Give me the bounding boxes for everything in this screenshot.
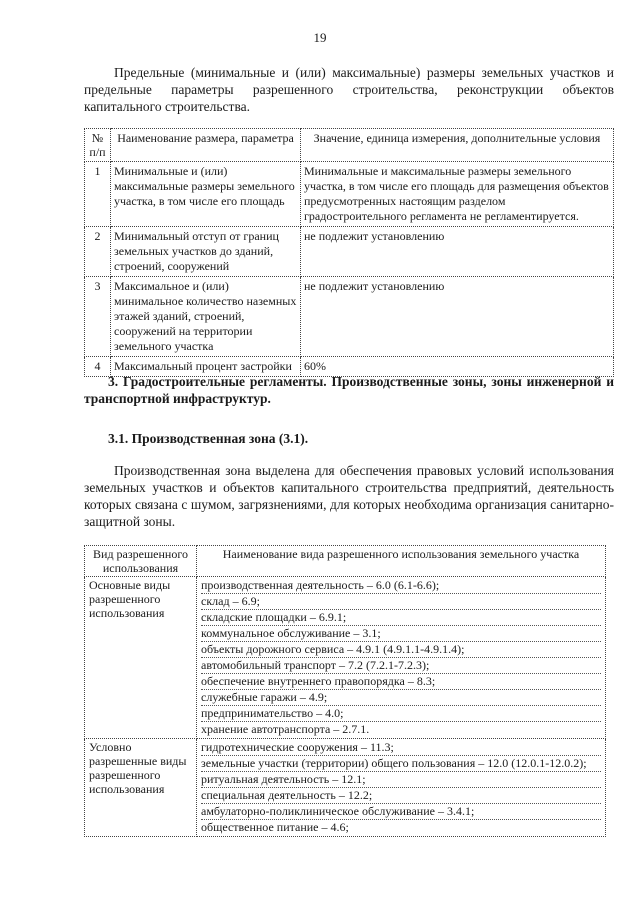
header-number: № п/п [85,129,111,162]
permitted-uses-table [84,545,606,837]
row-number: 4 [85,357,111,377]
section-3-heading: 3. Градостроительные регламенты. Производственные зоны, зоны инженерной и транспортной инфраструктур. [84,374,614,406]
list-item: гидротехнические сооружения – 11.3; [201,740,601,756]
list-item: земельные участки (территории) общего пользования – 12.0 (12.0.1-12.0.2); [201,756,601,772]
header-parameter-name: Наименование размера, параметра [111,129,301,162]
section-3-1-heading: 3.1. Производственная зона (3.1). [108,431,309,446]
row-value: не подлежит установлению [301,227,614,277]
intro-paragraph [84,64,614,115]
list-item: амбулаторно-поликлиническое обслуживание – 3.4.1; [201,804,601,820]
table-row [85,739,606,837]
list-item: коммунальное обслуживание – 3.1; [201,626,601,642]
use-list [201,740,601,835]
table-row [85,277,614,357]
use-list-cell [197,739,606,837]
list-item: хранение автотранспорта – 2.7.1. [201,722,370,736]
list-item: складские площадки – 6.9.1; [201,610,601,626]
row-value: 60% [301,357,614,377]
table-row [85,162,614,227]
list-item: обеспечение внутреннего правопорядка – 8.3; [201,674,601,690]
row-number: 3 [85,277,111,357]
intro-text: Предельные (минимальные и (или) максимальные) размеры земельных участков и предельные параметры разрешенного строительства, реконструкции объектов капитального строительства. [84,65,614,114]
list-item: объекты дорожного сервиса – 4.9.1 (4.9.1.1-4.9.1.4); [201,642,601,658]
header-value: Значение, единица измерения, дополнительные условия [301,129,614,162]
parameters-header-row [85,129,614,162]
row-parameter-name: Минимальные и (или) максимальные размеры земельного участка, в том числе его площадь [111,162,301,227]
header-use-name: Наименование вида разрешенного использования земельного участка [197,546,606,577]
row-parameter-name: Минимальный отступ от границ земельных участков до зданий, строений, сооружений [111,227,301,277]
list-item: склад – 6.9; [201,594,601,610]
row-parameter-name: Максимальное и (или) минимальное количество наземных этажей зданий, строений, сооружений на территории земельного участка [111,277,301,357]
section-3-1-paragraph: Производственная зона выделена для обеспечения правовых условий использования земельных участков и объектов капитального строительства предприятий, деятельность которых связана с шумом, загрязнениями, для которых необходима организация санитарно-защитной зоны. [84,463,614,529]
page-number: 19 [313,30,327,45]
list-item: автомобильный транспорт – 7.2 (7.2.1-7.2.3); [201,658,601,674]
table-row [85,577,606,739]
list-item: производственная деятельность – 6.0 (6.1-6.6); [201,578,601,594]
use-group-label: Условно разрешенные виды разрешенного использования [85,739,197,837]
permitted-uses-header-row [85,546,606,577]
list-item: общественное питание – 4.6; [201,820,349,834]
list-item: предпринимательство – 4.0; [201,706,601,722]
use-list-cell [197,577,606,739]
parameters-table [84,128,614,377]
list-item: специальная деятельность – 12.2; [201,788,601,804]
row-value: не подлежит установлению [301,277,614,357]
row-number: 1 [85,162,111,227]
list-item: ритуальная деятельность – 12.1; [201,772,601,788]
list-item: служебные гаражи – 4.9; [201,690,601,706]
use-group-label: Основные виды разрешенного использования [85,577,197,739]
row-value: Минимальные и максимальные размеры земельного участка, в том числе его площадь для размещения объектов предусмотренных настоящим разделом градостроительного регламента не регламентируется. [301,162,614,227]
row-parameter-name: Максимальный процент застройки [111,357,301,377]
table-row [85,227,614,277]
use-list [201,578,601,737]
header-use-type: Вид разрешенного использования [85,546,197,577]
row-number: 2 [85,227,111,277]
